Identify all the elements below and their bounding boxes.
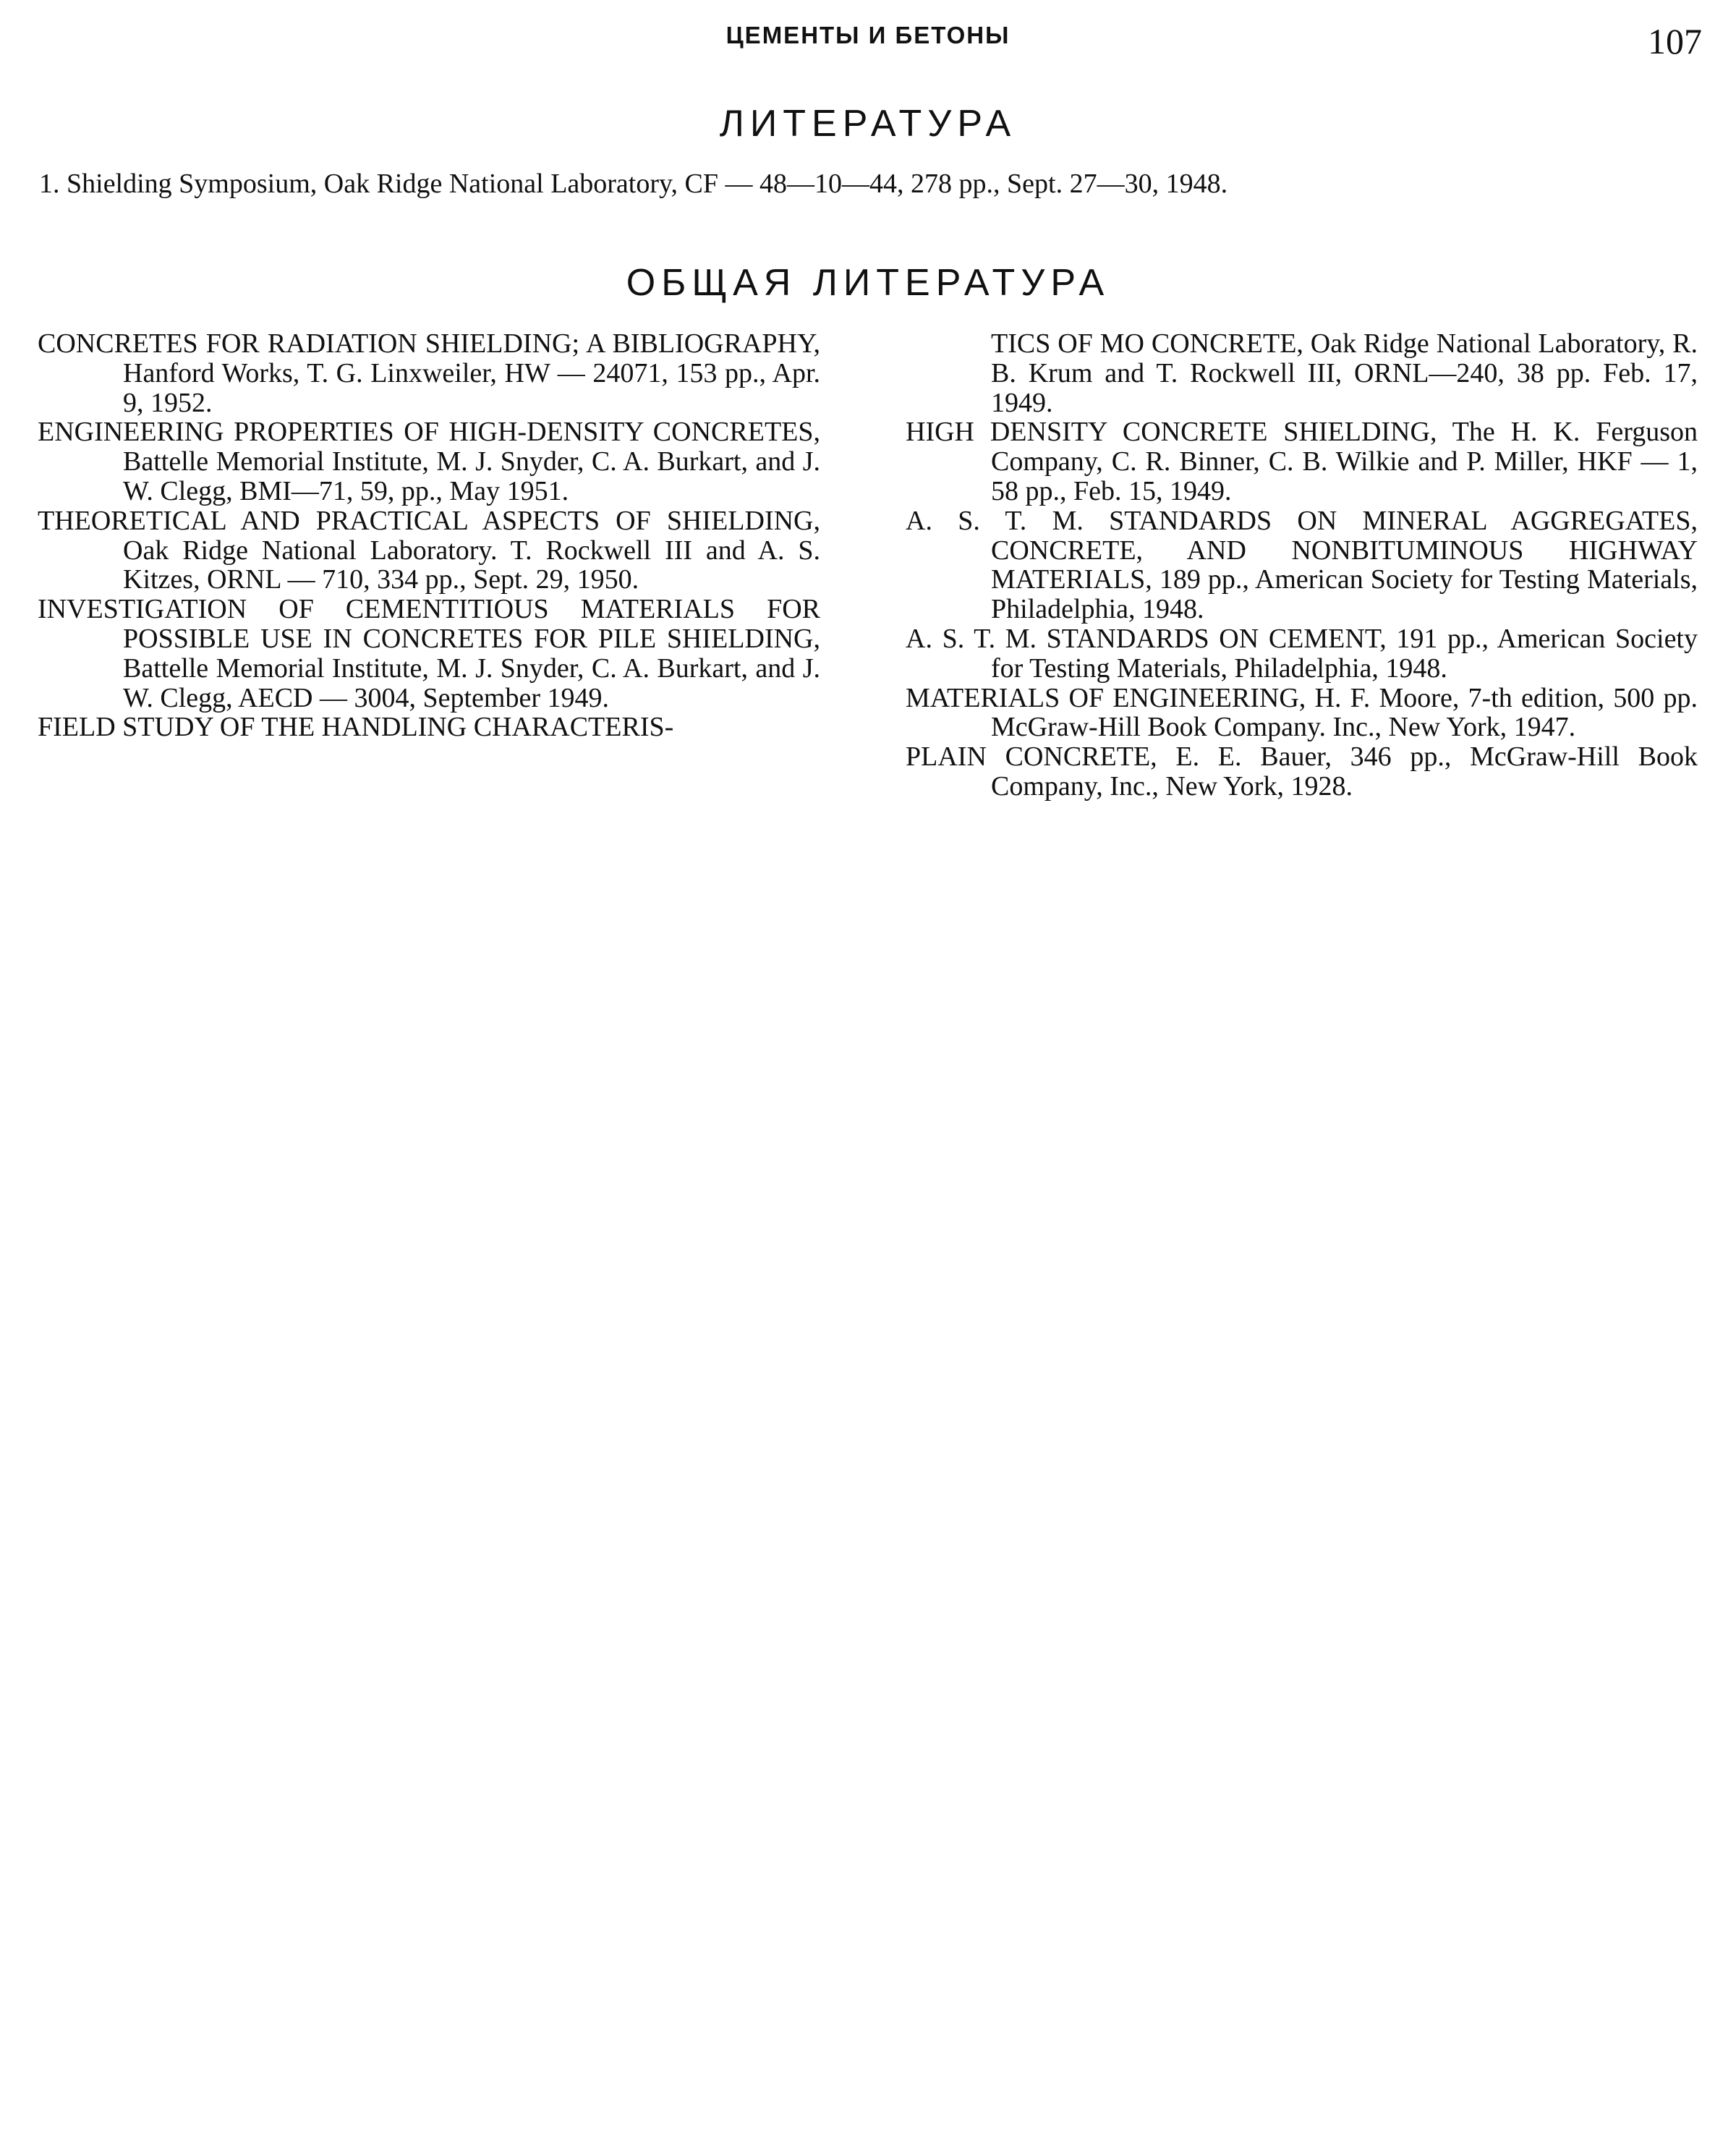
bibliography-entry: INVESTIGATION OF CEMENTITIOUS MATERIALS FOR POSSIBLE USE IN CONCRETES FOR PILE SHIELDING, Battelle Memorial Institute, M. J. Snyder, C. A. Burkart, and J. W. Clegg, AECD — 3004, September 1949. <box>38 594 820 713</box>
bibliography-entry: CONCRETES FOR RADIATION SHIELDING; A BIBLIOGRAPHY, Hanford Works, T. G. Linxweiler, HW — 24071, 153 pp., Apr. 9, 1952. <box>38 328 820 418</box>
bibliography-entry: THEORETICAL AND PRACTICAL ASPECTS OF SHIELDING, Oak Ridge National Laboratory. T. Rockwell III and A. S. Kitzes, ORNL — 710, 334 pp., Sept. 29, 1950. <box>38 505 820 595</box>
bibliography-entry: A. S. T. M. STANDARDS ON CEMENT, 191 pp., American Society for Testing Materials, Philadelphia, 1948. <box>906 623 1698 684</box>
running-title: ЦЕМЕНТЫ И БЕТОНЫ <box>726 22 1010 48</box>
literature-heading: ЛИТЕРАТУРА <box>719 103 1017 145</box>
bibliography-entry-continuation: TICS OF MO CONCRETE, Oak Ridge National Laboratory, R. B. Krum and T. Rockwell III, ORNL—240, 38 pp. Feb. 17, 1949. <box>991 328 1698 418</box>
page-number: 107 <box>1648 21 1702 61</box>
bibliography-right-column <box>906 329 1698 802</box>
bibliography-entry: HIGH DENSITY CONCRETE SHIELDING, The H. K. Ferguson Company, C. R. Binner, C. B. Wilkie and P. Miller, HKF — 1, 58 pp., Feb. 15, 1949. <box>906 417 1698 506</box>
bibliography-left-column <box>38 329 820 742</box>
bibliography-entry: MATERIALS OF ENGINEERING, H. F. Moore, 7-th edition, 500 pp. McGraw-Hill Book Company. Inc., New York, 1947. <box>906 682 1698 743</box>
reference-item: 1. Shielding Symposium, Oak Ridge National Laboratory, CF — 48—10—44, 278 pp., Sept. 27—30, 1948. <box>39 169 1228 199</box>
bibliography-entry: ENGINEERING PROPERTIES OF HIGH-DENSITY CONCRETES, Battelle Memorial Institute, M. J. Snyder, C. A. Burkart, and J. W. Clegg, BMI—71, 59, pp., May 1951. <box>38 417 820 506</box>
general-literature-heading: ОБЩАЯ ЛИТЕРАТУРА <box>626 262 1110 304</box>
bibliography-entry: PLAIN CONCRETE, E. E. Bauer, 346 pp., McGraw-Hill Book Company, Inc., New York, 1928. <box>906 741 1698 802</box>
bibliography-entry: FIELD STUDY OF THE HANDLING CHARACTERIS- <box>38 712 674 743</box>
bibliography-entry: A. S. T. M. STANDARDS ON MINERAL AGGREGATES, CONCRETE, AND NONBITUMINOUS HIGHWAY MATERIALS, 189 pp., American Society for Testing Materials, Philadelphia, 1948. <box>906 505 1698 625</box>
